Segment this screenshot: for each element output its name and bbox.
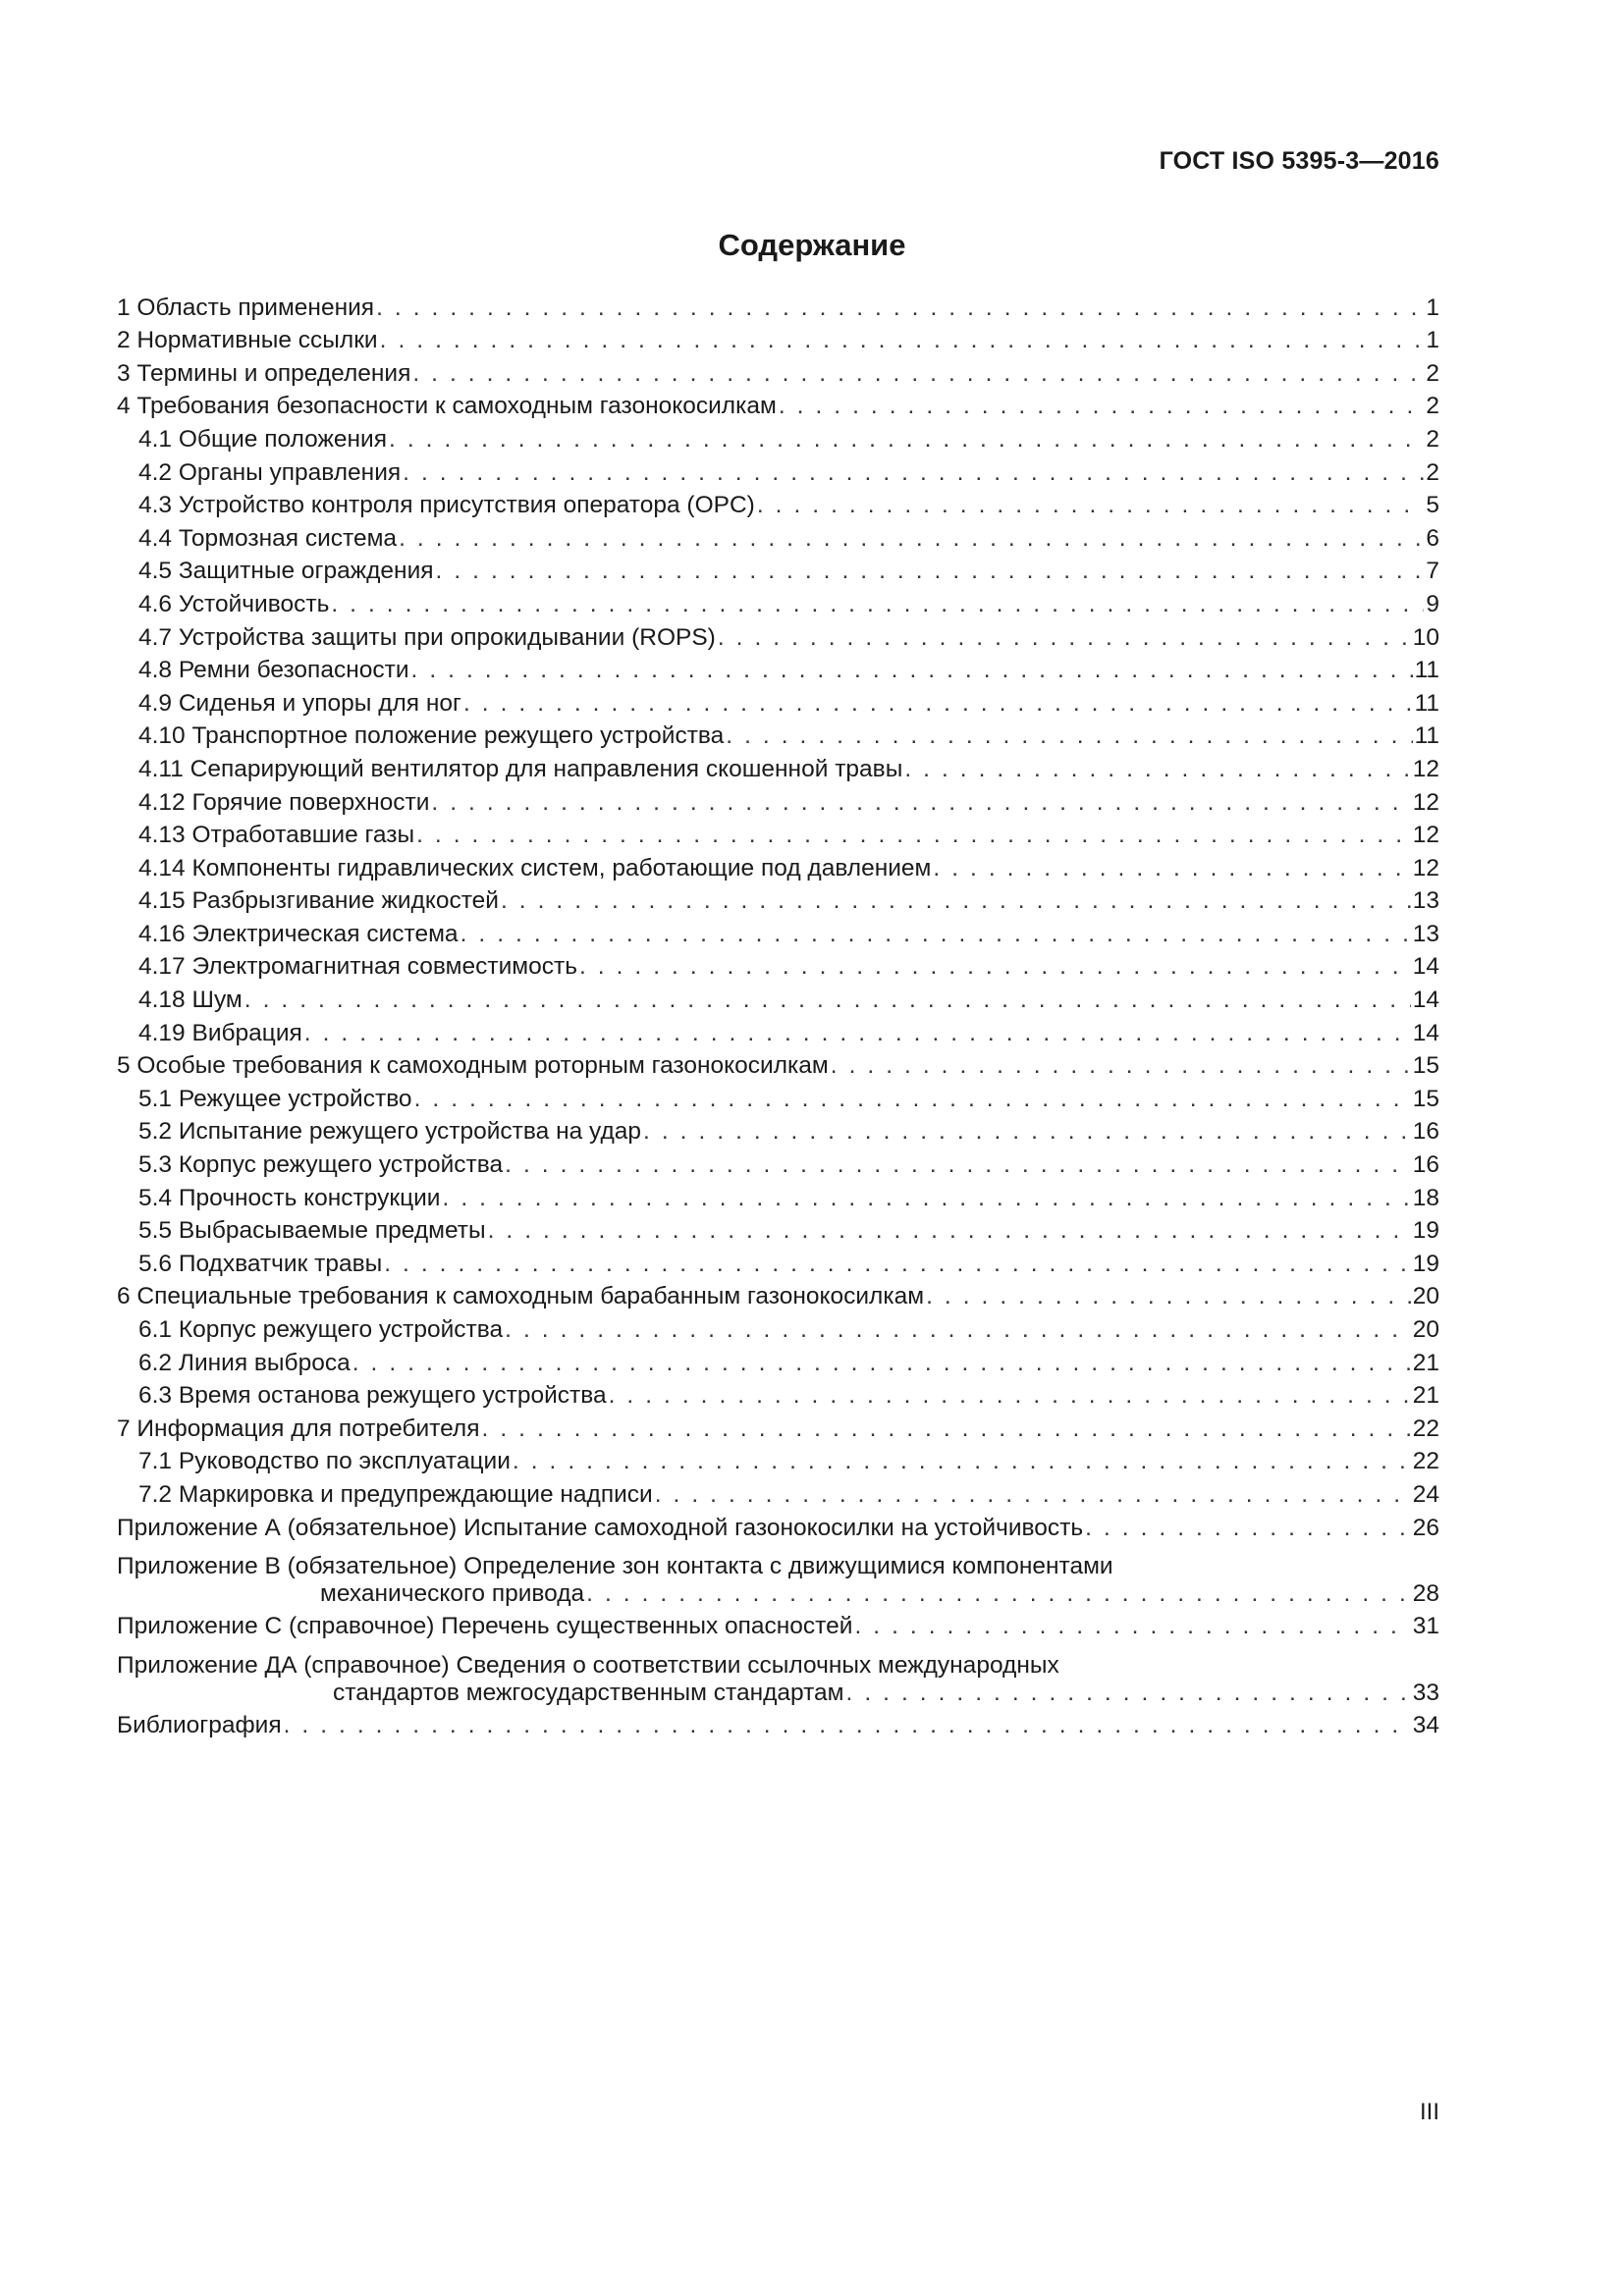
dot-leader [304,1020,1411,1047]
toc-entry-label: Приложение ДА (справочное) Сведения о соответствии ссылочных международных [117,1651,1059,1679]
toc-entry[interactable] [117,981,1439,1014]
toc-entry-page: 12 [1412,822,1439,849]
toc-entry-label: 5.4 Прочность конструкции [138,1184,441,1211]
toc-entry[interactable] [117,1475,1439,1509]
dot-leader [854,1613,1410,1640]
toc-entry-label: 5.5 Выбрасываемые предметы [138,1217,486,1245]
dot-leader [846,1680,1411,1707]
toc-entry-page: 24 [1412,1480,1439,1508]
toc-entry[interactable] [117,354,1439,388]
toc-entry-label: 4.15 Разбрызгивание жидкостей [138,887,499,915]
dot-leader [460,921,1411,948]
toc-entry[interactable] [117,750,1439,783]
toc-entry-label: 4.14 Компоненты гидравлических систем, работающие под давлением [138,854,932,881]
toc-entry[interactable] [117,519,1439,553]
toc-entry[interactable] [117,1608,1439,1641]
dot-leader [505,1316,1411,1344]
dot-leader [643,1118,1411,1146]
toc-entry[interactable] [117,1344,1439,1377]
toc-entry-page: 14 [1412,1019,1439,1046]
toc-entry-page: 20 [1412,1316,1439,1343]
toc-entry-page: 16 [1412,1118,1439,1146]
dot-leader [488,1217,1411,1245]
dot-leader [376,294,1424,322]
page-number: III [1419,2099,1439,2125]
toc-entry[interactable] [117,1410,1439,1443]
toc-entry-label: 5.1 Режущее устройство [138,1085,412,1112]
toc-entry-page: 31 [1412,1613,1439,1640]
toc-entry-page: 12 [1412,755,1439,782]
toc-entry-label: 4.16 Электрическая система [138,920,459,947]
toc-entry-page: 12 [1412,788,1439,816]
dot-leader [933,855,1410,882]
dot-leader [384,1251,1411,1278]
dot-leader [416,822,1411,849]
toc-entry-page: 14 [1412,953,1439,981]
toc-entry-page: 21 [1412,1349,1439,1376]
dot-leader [482,1415,1411,1443]
dot-leader [244,987,1411,1014]
toc-entry[interactable] [117,1377,1439,1411]
toc-entry-label: 4 Требования безопасности к самоходным газонокосилкам [117,393,777,420]
toc-entry-page: 9 [1426,590,1439,617]
toc-entry[interactable] [117,882,1439,916]
toc-entry-page: 6 [1426,524,1439,552]
toc-entry-label: 5.3 Корпус режущего устройства [138,1151,504,1179]
toc-entry[interactable] [117,849,1439,882]
toc-entry-label: 4.7 Устройства защиты при опрокидывании (ROPS) [138,623,716,651]
dot-leader [513,1448,1411,1475]
toc-entry-page: 7 [1426,558,1439,585]
toc-entry[interactable] [117,1014,1439,1047]
toc-entry[interactable] [117,1640,1439,1706]
toc-entry[interactable] [117,1443,1439,1476]
dot-leader [389,426,1424,454]
toc-entry-page: 34 [1412,1712,1439,1739]
toc-entry[interactable] [117,652,1439,685]
toc-entry-label: 4.8 Ремни безопасности [138,657,409,684]
toc-entry-page: 11 [1414,689,1439,717]
toc-entry-page: 11 [1414,657,1439,684]
toc-entry-page: 33 [1412,1679,1439,1706]
toc-entry-label: 5.2 Испытание режущего устройства на удар [138,1118,642,1146]
dot-leader [609,1382,1411,1410]
toc-entry[interactable] [117,1146,1439,1179]
toc-entry[interactable] [117,915,1439,948]
toc-entry[interactable] [117,454,1439,487]
toc-entry[interactable] [117,1212,1439,1246]
toc-entry-page: 14 [1412,987,1439,1014]
dot-leader [431,789,1410,817]
page-title: Содержание [718,228,906,262]
toc-entry[interactable] [117,1113,1439,1147]
toc-entry-label: Библиография [117,1712,282,1739]
toc-entry-page: 10 [1412,623,1439,651]
dot-leader [380,327,1425,354]
dot-leader [399,525,1424,553]
toc-entry-label-continuation: механического привода [320,1579,585,1607]
toc-entry-page: 2 [1426,458,1439,486]
toc-entry-label: 6.3 Время останова режущего устройства [138,1382,607,1410]
toc-entry-label: 5.6 Подхватчик травы [138,1250,383,1277]
toc-entry-label: 4.13 Отработавшие газы [138,822,415,849]
toc-entry-page: 16 [1412,1151,1439,1179]
dot-leader [579,953,1411,981]
toc-entry[interactable] [117,1310,1439,1344]
dot-leader [726,722,1412,750]
toc-entry[interactable] [117,718,1439,751]
toc-entry-label: 7.2 Маркировка и предупреждающие надписи [138,1480,653,1508]
toc-entry[interactable] [117,948,1439,982]
toc-entry-label: 4.4 Тормозная система [138,524,398,552]
toc-entry-page: 2 [1426,393,1439,420]
dot-leader [412,360,1424,388]
dot-leader [926,1283,1411,1310]
toc-entry[interactable] [117,1047,1439,1081]
toc-entry-label: 5 Особые требования к самоходным роторным газонокосилкам [117,1052,829,1080]
toc-entry-label-continuation: стандартов межгосударственным стандартам [333,1679,844,1706]
toc-entry-label: 6.1 Корпус режущего устройства [138,1316,504,1343]
toc-entry-page: 1 [1426,327,1439,354]
dot-leader [505,1151,1411,1179]
toc-entry-label: 7.1 Руководство по эксплуатации [138,1448,511,1475]
toc-entry-page: 13 [1412,920,1439,947]
toc-entry-page: 1 [1426,294,1439,321]
toc-entry-page: 28 [1412,1579,1439,1607]
toc-entry[interactable] [117,1542,1439,1608]
toc-entry[interactable] [117,1245,1439,1278]
toc-entry[interactable] [117,585,1439,618]
toc-entry-page: 5 [1426,492,1439,519]
toc-entry-label: 6 Специальные требования к самоходным барабанным газонокосилкам [117,1283,925,1310]
toc-entry-label: 4.2 Органы управления [138,458,402,486]
dot-leader [403,459,1424,487]
dot-leader [779,393,1425,420]
dot-leader [414,1086,1411,1113]
toc-entry-label: 4.5 Защитные ограждения [138,558,434,585]
toc-entry-page: 11 [1414,722,1439,750]
toc-entry-label: 4.1 Общие положения [138,425,388,453]
dot-leader [443,1185,1411,1212]
toc-entry-label: 7 Информация для потребителя [117,1415,480,1442]
toc-entry-page: 15 [1412,1052,1439,1080]
toc-entry-page: 2 [1426,359,1439,387]
toc-entry-label: 4.11 Сепарирующий вентилятор для направления скошенной травы [138,755,903,782]
toc-entry-page: 21 [1412,1382,1439,1410]
toc-entry[interactable] [117,553,1439,586]
toc-entry[interactable] [117,322,1439,355]
dot-leader [1085,1515,1411,1542]
toc-entry-label: Приложение В (обязательное) Определение зон контакта с движущимися компонентами [117,1552,1113,1579]
toc-entry[interactable] [117,684,1439,718]
toc-entry-page: 19 [1412,1217,1439,1245]
dot-leader [757,492,1425,519]
toc-entry-label: 4.10 Транспортное положение режущего устройства [138,722,725,750]
toc-entry-page: 26 [1412,1514,1439,1541]
toc-entry-label: 6.2 Линия выброса [138,1349,351,1376]
dot-leader [284,1712,1411,1739]
dot-leader [655,1481,1411,1509]
toc-entry-page: 22 [1412,1415,1439,1442]
toc-entry-label: 2 Нормативные ссылки [117,327,378,354]
toc-entry-page: 20 [1412,1283,1439,1310]
dot-leader [436,558,1425,585]
dot-leader [331,591,1424,618]
toc-entry[interactable] [117,1179,1439,1212]
toc-entry[interactable] [117,289,1439,322]
toc-entry-label: Приложение С (справочное) Перечень существенных опасностей [117,1613,853,1640]
toc-entry-label: 4.9 Сиденья и упоры для ног [138,689,461,717]
toc-entry-label: 4.3 Устройство контроля присутствия оператора (OPC) [138,492,755,519]
dot-leader [718,624,1411,652]
toc-entry[interactable] [117,618,1439,652]
toc-entry-label: 4.17 Электромагнитная совместимость [138,953,577,981]
dot-leader [411,657,1413,684]
toc-entry-label: Приложение А (обязательное) Испытание самоходной газонокосилки на устойчивость [117,1514,1084,1541]
toc-entry[interactable] [117,1278,1439,1311]
toc-entry[interactable] [117,783,1439,817]
dot-leader [586,1580,1411,1608]
dot-leader [352,1350,1411,1377]
toc-entry[interactable] [117,487,1439,520]
table-of-contents [117,289,1439,1739]
toc-entry-page: 22 [1412,1448,1439,1475]
dot-leader [463,690,1413,718]
document-code: ГОСТ ISO 5395-3—2016 [1159,147,1439,175]
toc-entry-label: 4.6 Устойчивость [138,590,330,617]
toc-entry-page: 19 [1412,1250,1439,1277]
dot-leader [831,1052,1411,1080]
toc-entry[interactable] [117,1080,1439,1113]
toc-entry-label: 3 Термины и определения [117,359,411,387]
toc-entry[interactable] [117,420,1439,454]
toc-entry-label: 4.19 Вибрация [138,1019,302,1046]
toc-entry[interactable] [117,388,1439,421]
toc-entry-page: 18 [1412,1184,1439,1211]
toc-entry-page: 2 [1426,425,1439,453]
toc-entry-page: 15 [1412,1085,1439,1112]
toc-entry-page: 13 [1412,887,1439,915]
toc-entry[interactable] [117,1509,1439,1542]
toc-entry[interactable] [117,1707,1439,1740]
dot-leader [904,756,1410,783]
toc-entry-page: 12 [1412,854,1439,881]
dot-leader [501,887,1411,915]
toc-entry-label: 4.12 Горячие поверхности [138,788,430,816]
toc-entry[interactable] [117,817,1439,850]
toc-entry-label: 1 Область применения [117,294,375,321]
toc-entry-label: 4.18 Шум [138,987,243,1014]
